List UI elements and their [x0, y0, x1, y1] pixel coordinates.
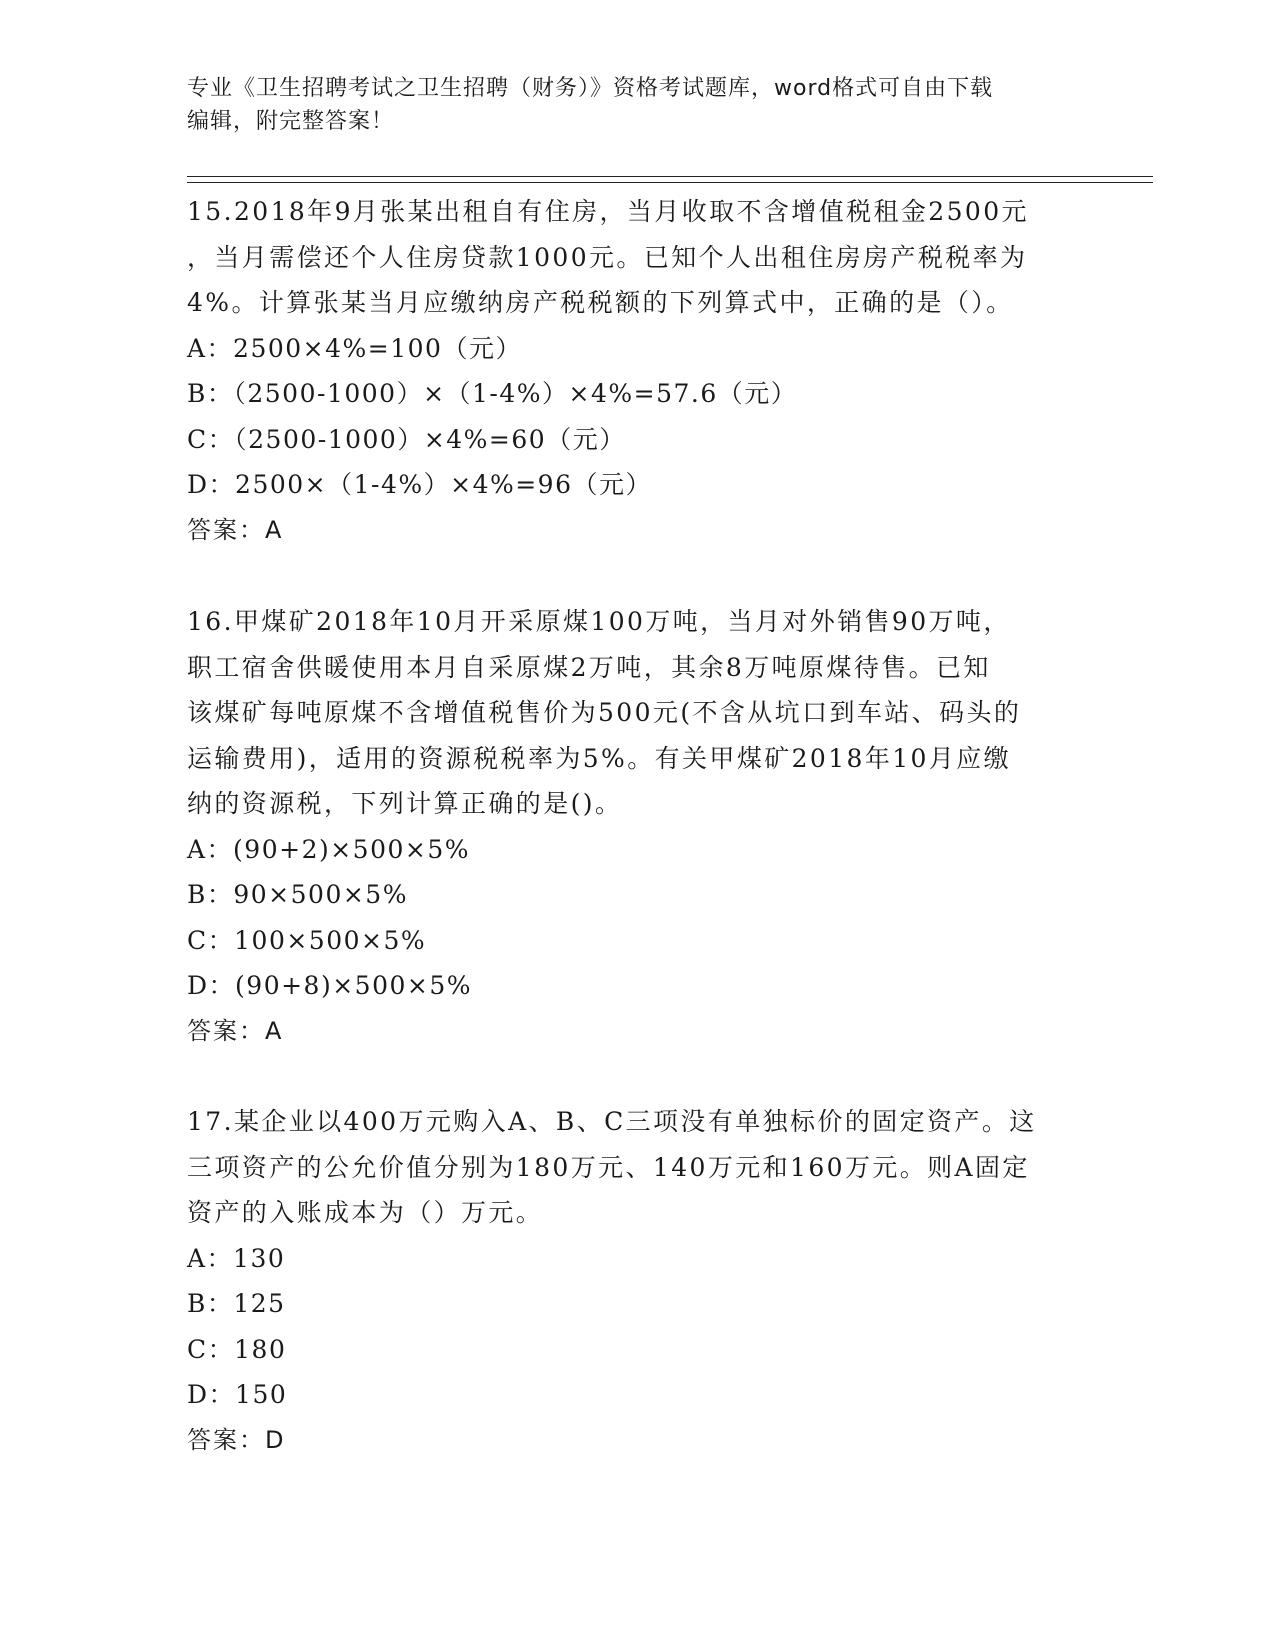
header-line: 专业《卫生招聘考试之卫生招聘（财务）》资格考试题库，word格式可自由下载 [187, 76, 994, 101]
question-line: 17.某企业以400万元购入A、B、C三项没有单独标价的固定资产。这 [187, 1107, 1037, 1136]
question-line: 三项资产的公允价值分别为180万元、140万元和160万元。则A固定 [187, 1152, 1030, 1182]
question-line: 运输费用)，适用的资源税税率为5%。有关甲煤矿2018年10月应缴 [187, 743, 1012, 773]
document-header [187, 72, 1087, 138]
option-a: A：130 [187, 1243, 286, 1273]
question-line: 职工宿舍供暖使用本月自采原煤2万吨，其余8万吨原煤待售。已知 [187, 652, 991, 682]
option-b: B：（2500-1000）×（1-4%）×4%=57.6（元） [187, 379, 798, 408]
question-line: 15.2018年9月张某出租自有住房，当月收取不含增值税租金2500元 [187, 197, 1029, 226]
option-c: C：（2500-1000）×4%=60（元） [187, 424, 626, 454]
question-15 [187, 189, 1087, 553]
question-stem [187, 189, 1087, 326]
question-17 [187, 1099, 1087, 1463]
header-divider-top [187, 176, 1153, 177]
option-d: D：(90+8)×500×5% [187, 971, 472, 1000]
option-d: D：2500×（1-4%）×4%=96（元） [187, 470, 652, 499]
question-line: 16.甲煤矿2018年10月开采原煤100万吨，当月对外销售90万吨， [187, 607, 1011, 636]
question-16 [187, 599, 1087, 1054]
question-line: ，当月需偿还个人住房贷款1000元。已知个人出租住房房产税税率为 [187, 242, 1028, 272]
question-line: 该煤矿每吨原煤不含增值税售价为500元(不含从坑口到车站、码头的 [187, 698, 1022, 727]
option-a: A：2500×4%=100（元） [187, 333, 522, 363]
answer-label: 答案：A [187, 1016, 284, 1045]
option-b: B：90×500×5% [187, 880, 408, 909]
option-list [187, 827, 1087, 1009]
answer-label: 答案：D [187, 1425, 286, 1454]
option-list [187, 326, 1087, 508]
header-line: 编辑，附完整答案！ [187, 109, 395, 134]
question-line: 纳的资源税，下列计算正确的是()。 [187, 789, 623, 818]
header-divider-bottom [187, 182, 1153, 183]
option-d: D：150 [187, 1380, 288, 1409]
option-list [187, 1236, 1087, 1418]
option-a: A：(90+2)×500×5% [187, 834, 470, 864]
option-c: C：100×500×5% [187, 925, 427, 955]
question-line: 4%。计算张某当月应缴纳房产税税额的下列算式中，正确的是（）。 [187, 288, 1014, 317]
answer-label: 答案：A [187, 515, 284, 544]
option-b: B：125 [187, 1289, 286, 1318]
question-line: 资产的入账成本为（）万元。 [187, 1198, 544, 1227]
question-stem [187, 1099, 1087, 1236]
option-c: C：180 [187, 1334, 287, 1364]
question-stem [187, 599, 1087, 827]
